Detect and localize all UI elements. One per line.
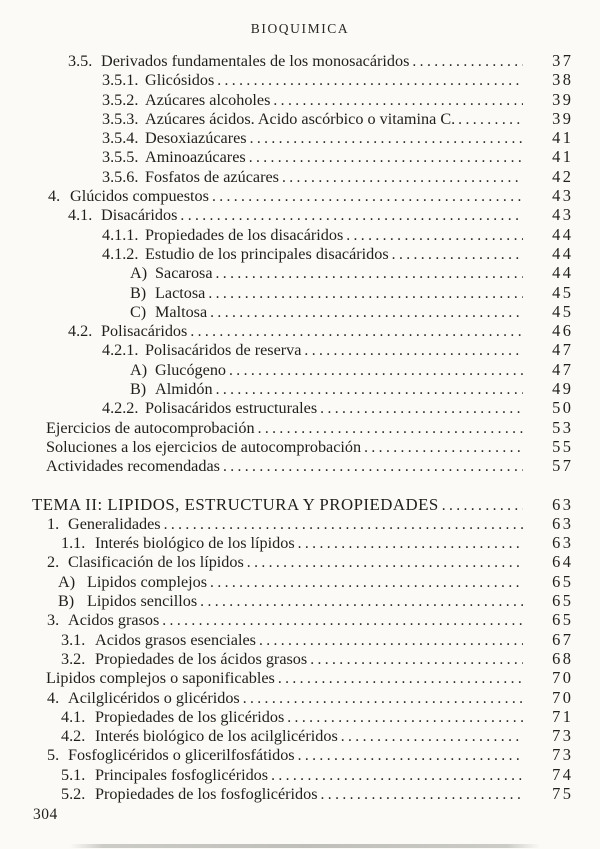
entry-number: C) <box>130 302 147 321</box>
entry-page: 53 <box>552 417 574 437</box>
entry-page: 70 <box>552 668 574 688</box>
toc-entry <box>0 668 574 688</box>
toc-entry <box>0 379 574 399</box>
entry-page: 38 <box>552 70 574 90</box>
dot-leader <box>271 766 522 785</box>
toc-section-tema1 <box>0 51 574 476</box>
dot-leader <box>180 206 522 225</box>
entry-number: 3.5.4. <box>102 129 139 148</box>
entry-page: 67 <box>552 629 574 649</box>
toc-entry <box>0 533 574 553</box>
entry-label: Polisacáridos <box>101 322 188 341</box>
entry-page: 42 <box>552 166 574 186</box>
dot-leader <box>321 785 523 804</box>
page-number: 304 <box>33 806 58 823</box>
entry-label: Actividades recomendadas <box>46 457 220 476</box>
entry-label: Azúcares alcoholes <box>145 90 271 109</box>
entry-number: B) <box>58 592 75 611</box>
entry-label: Acilglicéridos o glicéridos <box>68 688 240 707</box>
dot-leader <box>216 264 523 283</box>
entry-page: 63 <box>552 494 574 514</box>
entry-number: 1.1. <box>61 534 86 553</box>
entry-page: 44 <box>552 224 574 244</box>
dot-leader <box>442 495 523 515</box>
entry-label: Lipidos sencillos <box>87 592 198 611</box>
entry-label: Ejercicios de autocomprobación <box>46 418 255 437</box>
entry-label: Lactosa <box>155 283 206 302</box>
dot-leader <box>164 515 523 534</box>
dot-leader <box>190 322 522 341</box>
entry-label: Propiedades de los glicéridos <box>95 707 285 726</box>
entry-number: A) <box>130 264 148 283</box>
toc-entry <box>0 243 574 263</box>
entry-number: 3.1. <box>61 630 86 649</box>
entry-page: 44 <box>552 263 574 283</box>
entry-number: 3.2. <box>61 649 86 668</box>
toc-entry <box>0 70 574 90</box>
entry-label: Propiedades de los ácidos grasos <box>95 649 308 668</box>
entry-label: Generalidades <box>68 514 161 533</box>
toc-entry <box>0 571 574 591</box>
entry-label: Interés biológico de los acilglicéridos <box>95 727 338 746</box>
entry-number: 3.5.2. <box>102 90 139 109</box>
entry-page: 73 <box>552 745 574 765</box>
entry-page: 63 <box>552 533 574 553</box>
entry-page: 41 <box>552 128 574 148</box>
toc-entry <box>0 282 574 302</box>
entry-page: 74 <box>552 764 574 784</box>
toc-entry <box>0 128 574 148</box>
entry-number: 2. <box>47 553 60 572</box>
entry-number: 4. <box>48 187 61 206</box>
entry-label: Propiedades de los fosfoglicéridos <box>95 784 318 803</box>
entry-label: Aminoazúcares <box>145 148 246 167</box>
toc-entry <box>0 629 574 649</box>
toc-entry <box>0 687 574 707</box>
dot-leader <box>458 110 522 129</box>
entry-page: 65 <box>552 610 574 630</box>
entry-number: 4. <box>47 688 60 707</box>
toc-entry <box>0 648 574 668</box>
dot-leader <box>217 71 522 90</box>
entry-number: 5.1. <box>61 765 86 784</box>
entry-page: 39 <box>552 89 574 109</box>
dot-leader <box>162 611 522 630</box>
toc-entry <box>0 417 574 437</box>
entry-page: 45 <box>552 301 574 321</box>
entry-label: Lipidos complejos <box>87 572 208 591</box>
entry-label: Sacarosa <box>155 264 213 283</box>
entry-number: 4.2.1. <box>102 341 139 360</box>
entry-page: 55 <box>552 436 574 456</box>
entry-page: 63 <box>552 513 574 533</box>
entry-label: Acidos grasos <box>68 611 160 630</box>
entry-label: Interés biológico de los lípidos <box>95 534 295 553</box>
toc-entry <box>0 147 574 167</box>
entry-page: 50 <box>552 398 574 418</box>
toc-entry <box>0 513 574 533</box>
entry-number: B) <box>130 380 147 399</box>
entry-label: Estudio de los principales disacáridos <box>145 244 389 263</box>
entry-label: Acidos grasos esenciales <box>95 630 256 649</box>
toc-entry <box>0 205 574 225</box>
entry-page: 71 <box>552 706 574 726</box>
entry-label: Glicósidos <box>145 71 215 90</box>
entry-number: 4.1.2. <box>102 244 139 263</box>
dot-leader <box>216 380 523 399</box>
entry-number: 5. <box>47 746 60 765</box>
entry-page: 57 <box>552 456 574 476</box>
entry-page: 45 <box>552 282 574 302</box>
toc-entry <box>0 783 574 803</box>
dot-leader <box>282 168 523 187</box>
toc-entry <box>0 301 574 321</box>
toc-entry <box>0 764 574 784</box>
entry-page: 68 <box>552 648 574 668</box>
toc-chapter-heading <box>0 494 574 514</box>
entry-number: A) <box>58 572 76 591</box>
dot-leader <box>392 245 523 264</box>
entry-label: Glucógeno <box>155 360 227 379</box>
entry-number: A) <box>130 360 148 379</box>
toc-entry <box>0 552 574 572</box>
scan-artifact <box>70 844 540 848</box>
dot-leader <box>229 361 522 380</box>
dot-leader <box>250 129 523 148</box>
entry-label: Glúcidos compuestos <box>70 187 209 206</box>
toc-entry <box>0 591 574 611</box>
entry-label: Fosfatos de azúcares <box>145 167 279 186</box>
entry-label: Fosfoglicéridos o glicerilfosfátidos <box>68 746 295 765</box>
entry-label: TEMA II: LIPIDOS, ESTRUCTURA Y PROPIEDADES <box>32 494 439 514</box>
dot-leader <box>310 650 522 669</box>
entry-number: 1. <box>47 514 60 533</box>
table-of-contents <box>0 51 574 803</box>
entry-page: 37 <box>552 51 574 70</box>
entry-number: 4.2.2. <box>102 399 139 418</box>
entry-number: 4.1.1. <box>102 225 139 244</box>
toc-entry <box>0 359 574 379</box>
entry-number: 3.5. <box>68 52 93 70</box>
entry-label: Disacáridos <box>101 206 178 225</box>
dot-leader <box>210 303 522 322</box>
entry-label: Lipidos complejos o saponificables <box>46 669 275 688</box>
entry-label: Desoxiazúcares <box>145 129 247 148</box>
entry-number: B) <box>130 283 147 302</box>
entry-page: 44 <box>552 243 574 263</box>
entry-label: Propiedades de los disacáridos <box>145 225 344 244</box>
dot-leader <box>341 727 523 746</box>
entry-page: 64 <box>552 552 574 572</box>
entry-number: 3.5.6. <box>102 167 139 186</box>
section-gap <box>0 476 571 495</box>
toc-entry <box>0 51 574 70</box>
dot-leader <box>273 91 522 110</box>
toc-entry <box>0 436 574 456</box>
entry-number: 4.2. <box>68 322 93 341</box>
toc-entry <box>0 398 574 418</box>
entry-page: 39 <box>552 108 574 128</box>
dot-leader <box>364 438 522 457</box>
entry-page: 49 <box>552 379 574 399</box>
dot-leader <box>298 746 523 765</box>
dot-leader <box>249 148 523 167</box>
toc-entry <box>0 108 574 128</box>
toc-entry <box>0 726 574 746</box>
entry-label: Polisacáridos estructurales <box>145 399 318 418</box>
dot-leader <box>258 419 523 438</box>
toc-section-tema2 <box>0 494 574 804</box>
entry-number: 3.5.5. <box>102 148 139 167</box>
entry-number: 3.5.1. <box>102 71 139 90</box>
toc-entry <box>0 224 574 244</box>
dot-leader <box>212 187 523 206</box>
toc-entry <box>0 263 574 283</box>
entry-page: 65 <box>552 571 574 591</box>
entry-page: 73 <box>552 726 574 746</box>
toc-entry <box>0 166 574 186</box>
dot-leader <box>200 592 522 611</box>
entry-label: Soluciones a los ejercicios de autocomprobación <box>46 437 362 456</box>
entry-number: 3. <box>47 611 60 630</box>
dot-leader <box>278 669 523 688</box>
entry-number: 4.1. <box>61 707 86 726</box>
entry-page: 70 <box>552 687 574 707</box>
entry-page: 47 <box>552 340 574 360</box>
entry-page: 43 <box>552 205 574 225</box>
entry-label: Almidón <box>155 380 213 399</box>
entry-label: Azúcares ácidos. Acido ascórbico o vitamina C. <box>145 109 456 128</box>
dot-leader <box>210 573 522 592</box>
entry-number: 3.5.3. <box>102 109 139 128</box>
dot-leader <box>247 553 523 572</box>
running-header: BIOQUIMICA <box>250 21 350 36</box>
dot-leader <box>208 284 522 303</box>
entry-page: 41 <box>552 147 574 167</box>
toc-entry <box>0 706 574 726</box>
entry-label: Clasificación de los lípidos <box>68 553 244 572</box>
entry-label: Derivados fundamentales de los monosacáridos <box>101 52 410 70</box>
toc-entry <box>0 186 574 206</box>
dot-leader <box>259 631 523 650</box>
toc-entry <box>0 321 574 341</box>
dot-leader <box>287 708 522 727</box>
toc-entry <box>0 610 574 630</box>
entry-number: 4.1. <box>68 206 93 225</box>
entry-page: 65 <box>552 591 574 611</box>
dot-leader <box>320 399 522 418</box>
entry-label: Maltosa <box>155 302 208 321</box>
dot-leader <box>412 52 522 71</box>
toc-entry <box>0 456 574 476</box>
entry-page: 47 <box>552 359 574 379</box>
entry-number: 5.2. <box>61 784 86 803</box>
toc-entry <box>0 745 574 765</box>
dot-leader <box>304 341 522 360</box>
toc-entry <box>0 340 574 360</box>
entry-page: 75 <box>552 783 574 803</box>
dot-leader <box>223 457 523 476</box>
entry-label: Principales fosfoglicéridos <box>95 765 269 784</box>
dot-leader <box>346 226 522 245</box>
dot-leader <box>243 689 523 708</box>
entry-label: Polisacáridos de reserva <box>145 341 302 360</box>
entry-page: 46 <box>552 321 574 341</box>
entry-number: 4.2. <box>61 727 86 746</box>
dot-leader <box>298 534 523 553</box>
toc-entry <box>0 89 574 109</box>
entry-page: 43 <box>552 186 574 206</box>
